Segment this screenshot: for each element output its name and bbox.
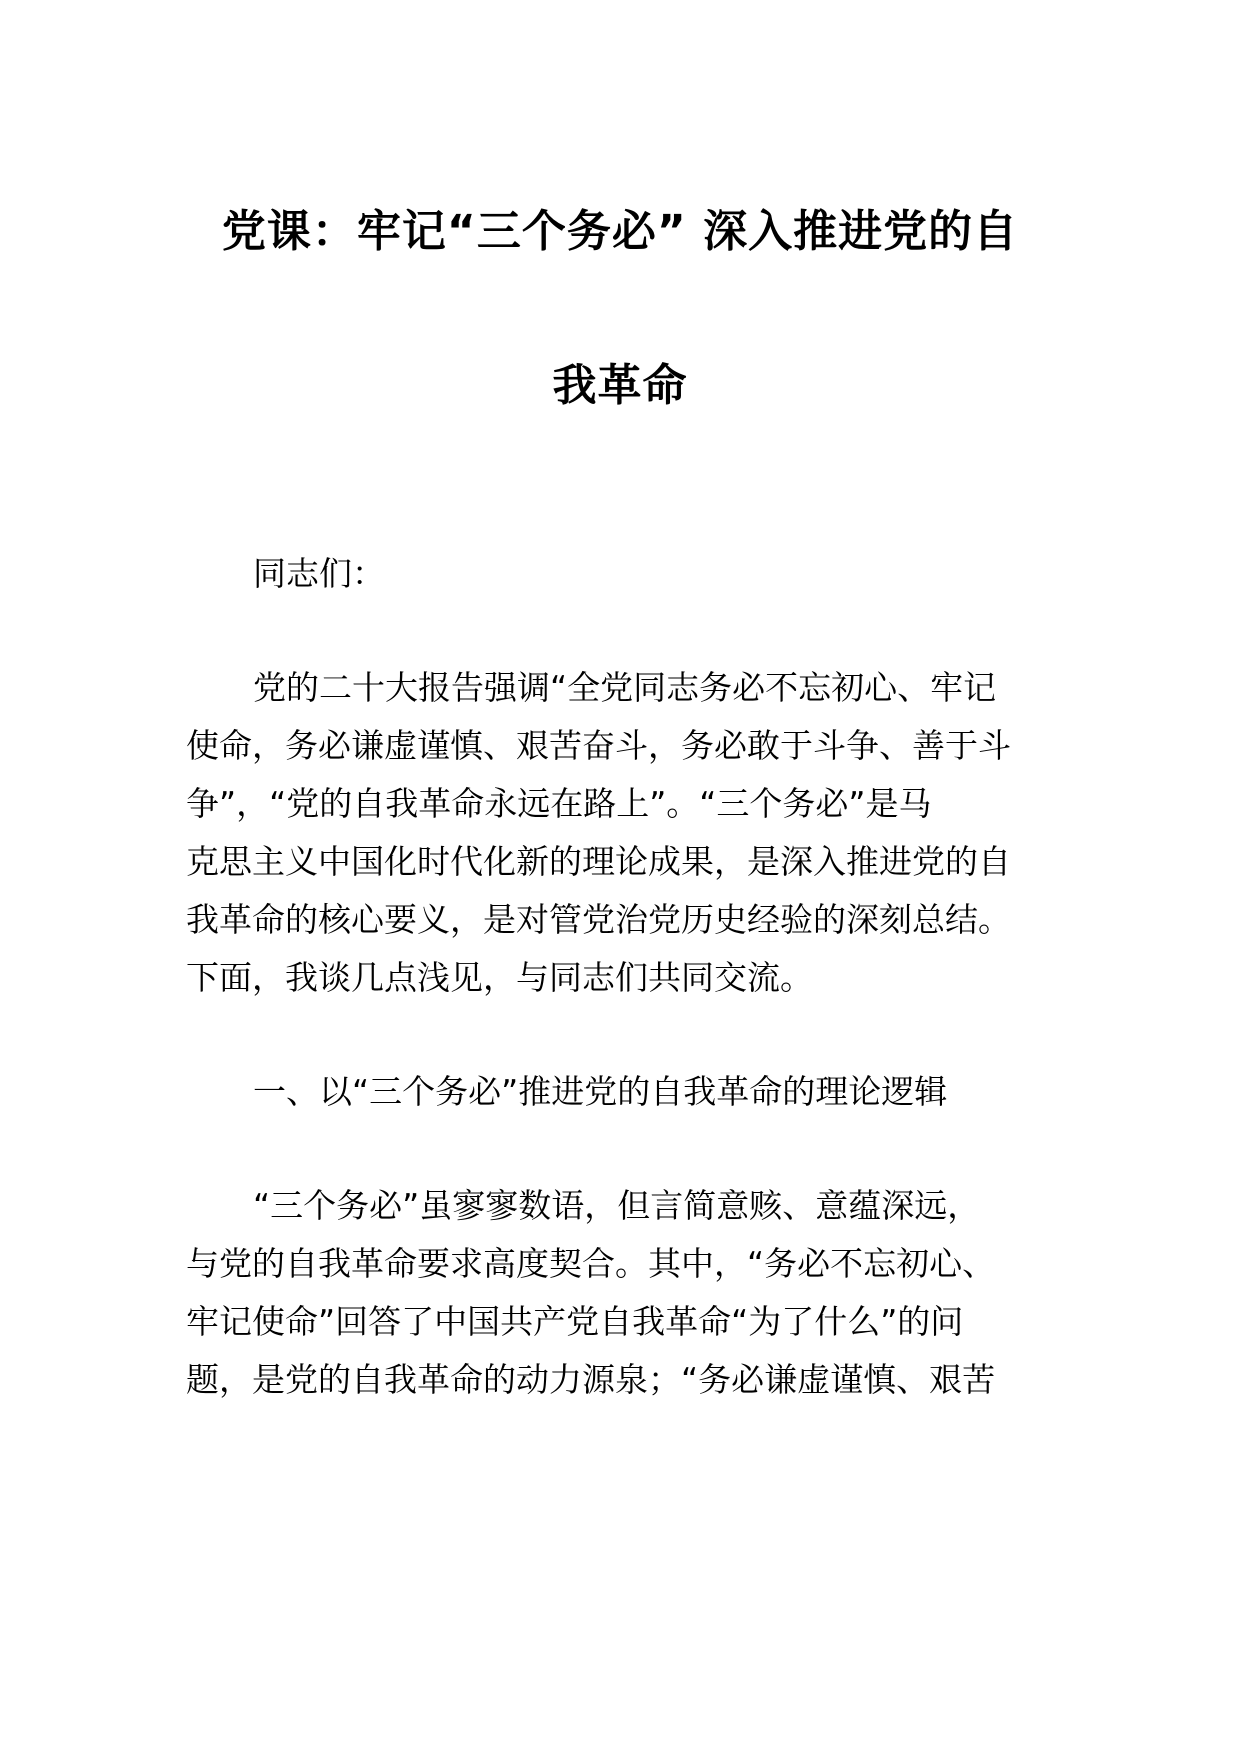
document-title-line-1: 党课：牢记“三个务必” 深入推进党的自 [221,206,1019,257]
paragraph-1-line-3: 争”，“党的自我革命永远在路上”。“三个务必”是马 [186,784,932,823]
section-1-heading: 一、以“三个务必”推进党的自我革命的理论逻辑 [253,1072,948,1111]
paragraph-1-line-2: 使命，务必谦虚谨慎、艰苦奋斗，务必敢于斗争、善于斗 [186,726,1011,765]
paragraph-2-line-4: 题，是党的自我革命的动力源泉；“务必谦虚谨慎、艰苦 [186,1360,996,1399]
document-title-line-2: 我革命 [552,360,688,411]
paragraph-2-line-3: 牢记使命”回答了中国共产党自我革命“为了什么”的问 [186,1302,964,1341]
paragraph-1-line-4: 克思主义中国化时代化新的理论成果，是深入推进党的自 [186,842,1011,881]
greeting: 同志们： [253,554,385,593]
paragraph-1-line-6: 下面，我谈几点浅见，与同志们共同交流。 [186,958,813,997]
paragraph-2-line-1: “三个务必”虽寥寥数语，但言简意赅、意蕴深远， [253,1186,981,1225]
paragraph-2-line-2: 与党的自我革命要求高度契合。其中，“务必不忘初心、 [186,1244,996,1283]
paragraph-1-line-1: 党的二十大报告强调“全党同志务必不忘初心、牢记 [253,668,997,707]
paragraph-1-line-5: 我革命的核心要义，是对管党治党历史经验的深刻总结。 [186,900,1011,939]
